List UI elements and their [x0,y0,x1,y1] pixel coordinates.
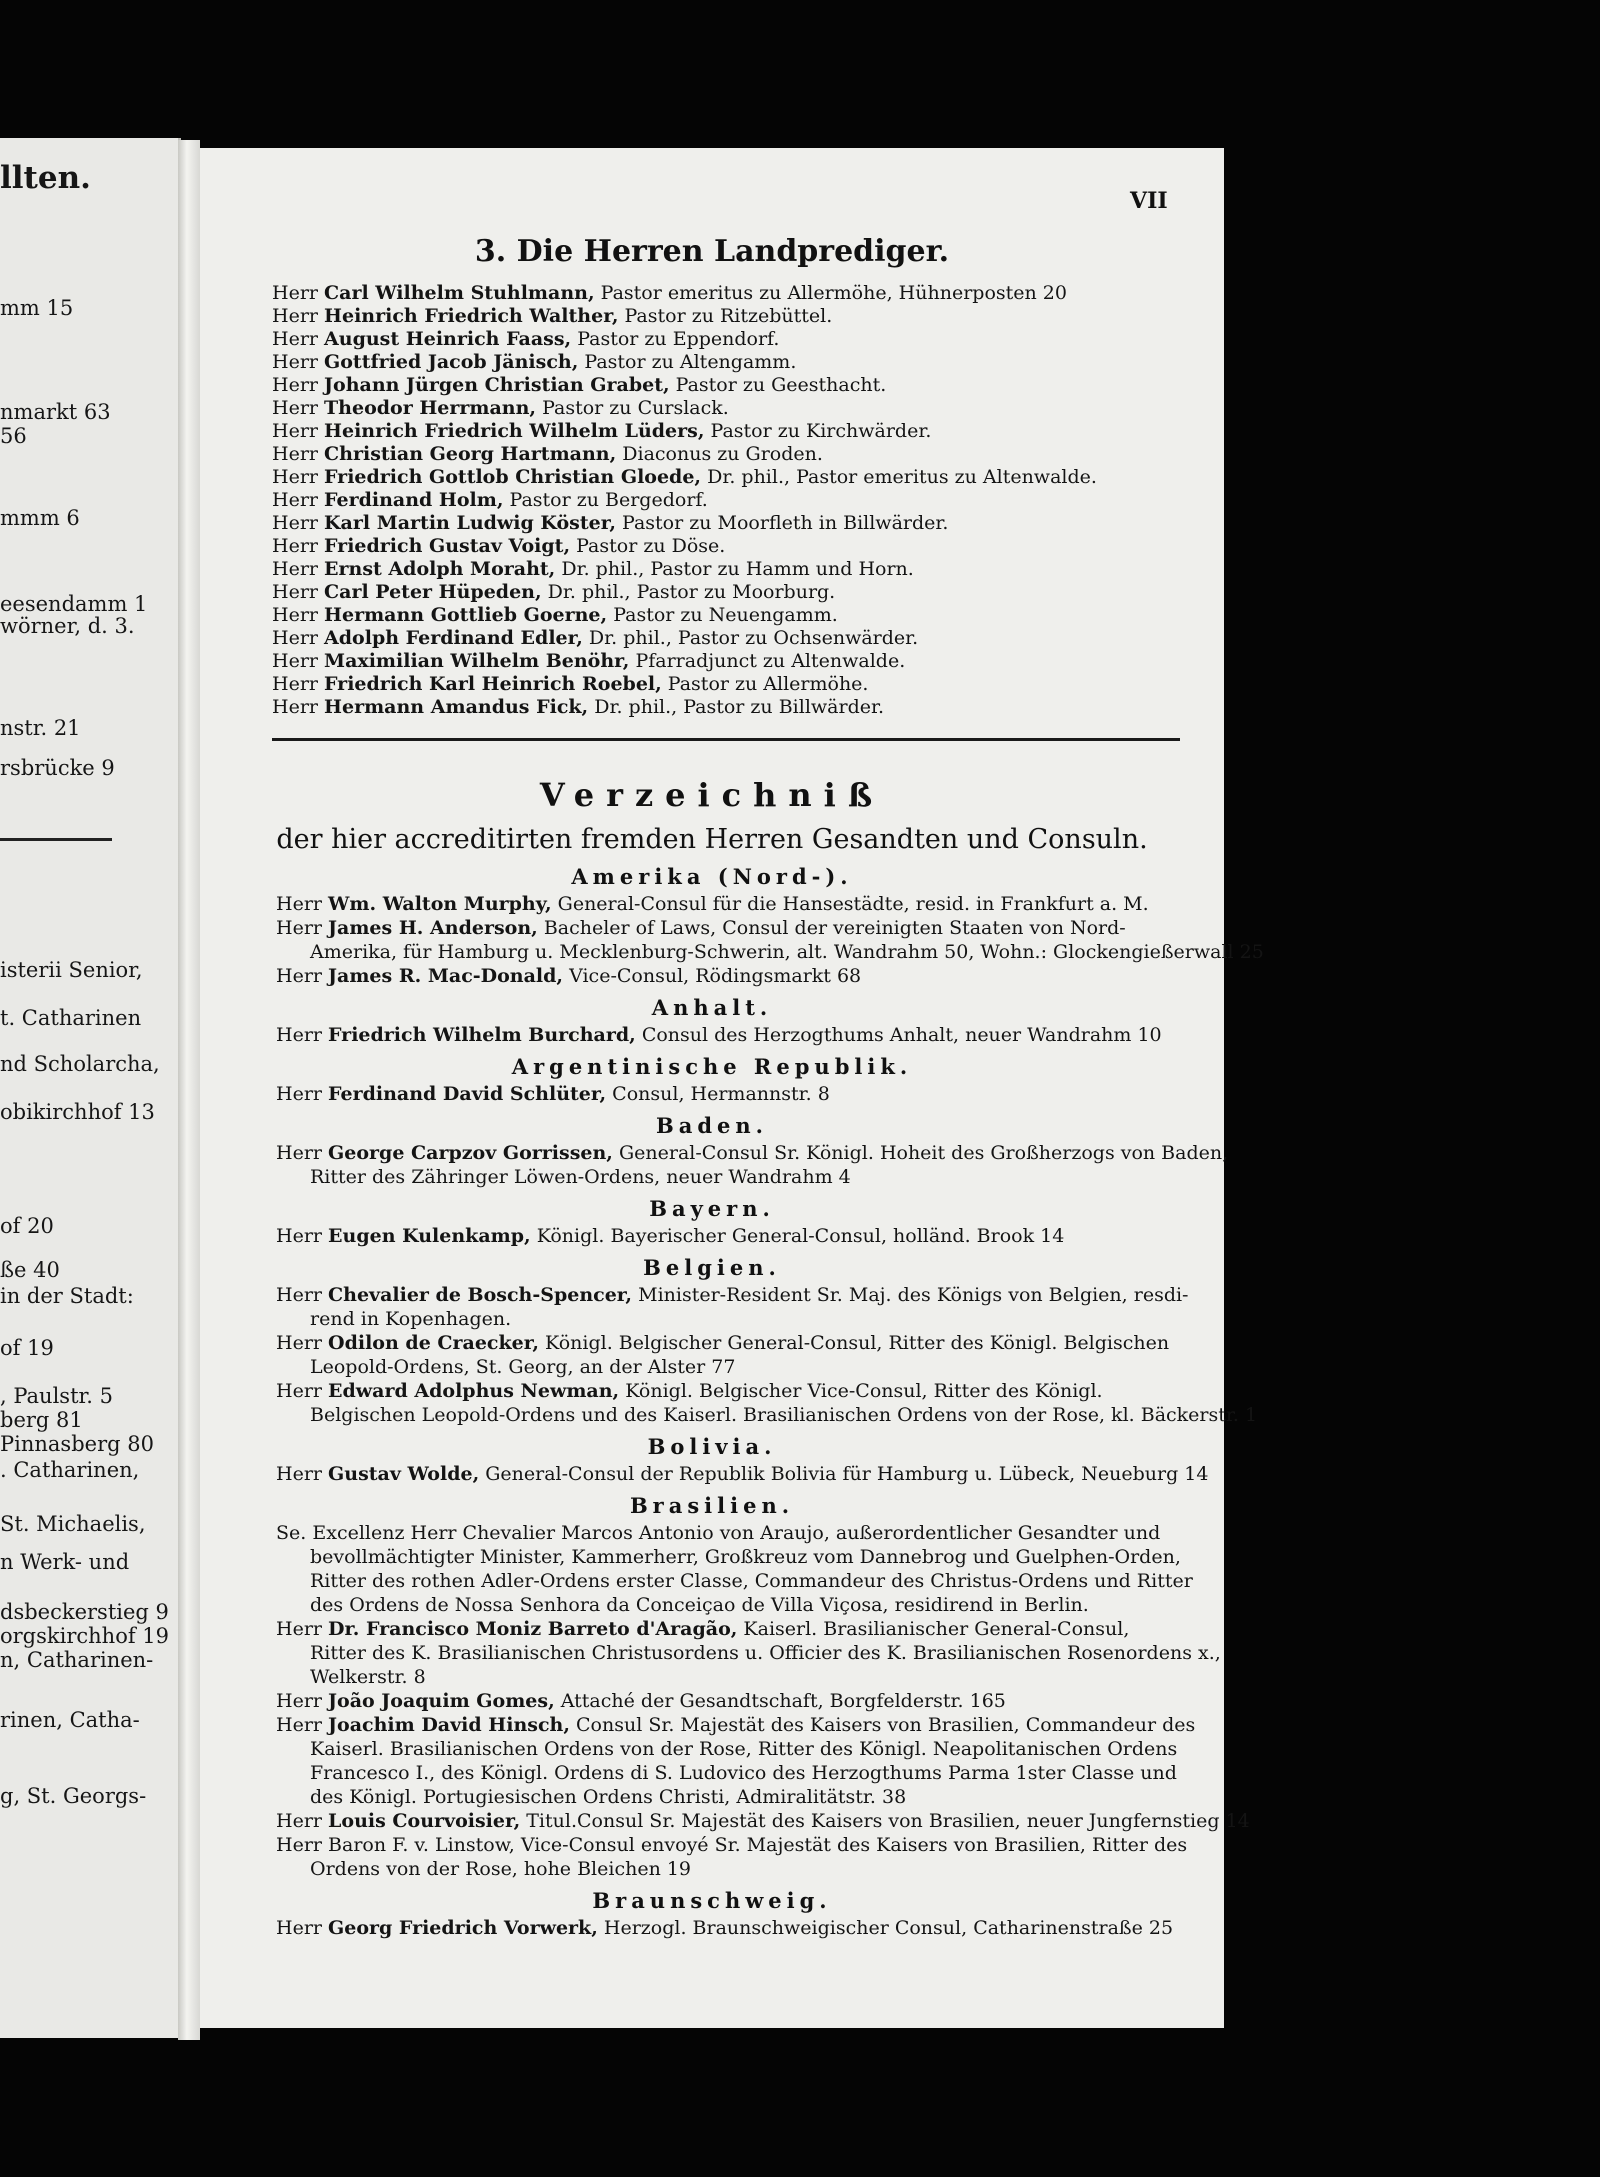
consul-line [310,1762,1177,1784]
person-description: Dr. phil., Pastor zu Hamm und Horn. [561,558,914,580]
honorific: Herr [272,581,318,603]
person-description: Bacheler of Laws, Consul der vereinigten Staaten von Nord- [543,917,1126,939]
person-description: Pastor zu Eppendorf. [577,328,780,350]
person-description: Consul des Herzogthums Anhalt, neuer Wandrahm 10 [641,1024,1162,1046]
person-description: Ritter des rothen Adler-Ordens erster Classe, Commandeur des Christus-Ordens und Ritter [310,1570,1193,1592]
person-description: Pastor zu Allermöhe. [667,673,869,695]
landprediger-entry [272,351,796,373]
consul-line [310,1308,511,1330]
person-description: Königl. Belgischer Vice-Consul, Ritter des Königl. [625,1380,1103,1402]
landprediger-entry [272,696,884,718]
consul-line [276,1463,1208,1485]
consul-line [276,1284,1188,1306]
left-page-line: mmm 6 [0,506,80,530]
consul-line [310,1166,851,1188]
honorific: Herr [272,696,318,718]
person-description: Titul.Consul Sr. Majestät des Kaisers von Brasilien, neuer Jungfernstieg 14 [526,1810,1250,1832]
left-page-line: dsbeckerstieg 9 [0,1600,169,1624]
person-description: bevollmächtigter Minister, Kammerherr, Großkreuz vom Dannebrog und Guelphen-Orden, [310,1546,1181,1568]
person-description: Attaché der Gesandtschaft, Borgfelderstr. 165 [560,1690,1006,1712]
person-name: Eugen Kulenkamp, [328,1225,531,1247]
country-heading: Amerika (Nord-). [571,864,853,889]
consul-line [276,1522,1160,1544]
honorific: Herr [272,420,318,442]
person-name: James H. Anderson, [328,917,538,939]
honorific: Herr [276,1463,322,1485]
landprediger-entry [272,581,835,603]
honorific: Herr [272,328,318,350]
consul-line [276,893,1149,915]
honorific: Herr [276,1714,322,1736]
person-description: rend in Kopenhagen. [310,1308,512,1330]
person-name: Ferdinand David Schlüter, [328,1083,607,1105]
person-name: Gottfried Jacob Jänisch, [324,351,579,373]
main-page [200,148,1264,2028]
left-facing-page [0,138,181,2038]
person-name: João Joaquim Gomes, [328,1690,555,1712]
person-name: Johann Jürgen Christian Grabet, [324,374,670,396]
honorific: Herr [272,397,318,419]
honorific: Se. [276,1522,307,1544]
person-description: Pastor zu Ritzebüttel. [624,305,833,327]
consul-line [276,1083,830,1105]
country-heading: Argentinische Republik. [511,1054,913,1079]
person-name: Friedrich Karl Heinrich Roebel, [324,673,662,695]
honorific: Herr [276,1917,322,1939]
honorific: Herr [272,650,318,672]
honorific: Herr [276,1810,322,1832]
person-description: Consul, Hermannstr. 8 [612,1083,830,1105]
person-name: Karl Martin Ludwig Köster, [324,512,616,534]
person-name: Heinrich Friedrich Walther, [324,305,619,327]
left-page-line: nstr. 21 [0,716,81,740]
landprediger-entry [272,489,708,511]
person-description: Excellenz Herr Chevalier Marcos Antonio von Araujo, außerordentlicher Gesandter und [312,1522,1161,1544]
country-heading: Anhalt. [651,995,773,1020]
honorific: Herr [276,1380,322,1402]
person-description: Pastor zu Döse. [576,535,726,557]
consul-line [276,1225,1064,1247]
consul-line [276,917,1126,939]
person-description: Pastor emeritus zu Allermöhe, Hühnerposten 20 [600,282,1067,304]
person-description: Welkerstr. 8 [310,1666,426,1688]
person-description: Minister-Resident Sr. Maj. des Königs von Belgien, resdi- [638,1284,1189,1306]
consul-line [276,1618,1129,1640]
consul-line [276,1332,1169,1354]
person-name: Maximilian Wilhelm Benöhr, [324,650,630,672]
person-description: Pastor zu Neuengamm. [613,604,838,626]
consul-line [310,1666,426,1688]
country-heading: Braunschweig. [592,1888,832,1913]
honorific: Herr [272,374,318,396]
honorific: Herr [272,466,318,488]
consul-line [276,1714,1195,1736]
left-page-line: 56 [0,424,27,448]
consul-line [310,1642,1221,1664]
left-page-line: ße 40 [0,1258,60,1282]
left-page-line: isterii Senior, [0,958,143,982]
section-title: 3. Die Herren Landprediger. [474,234,950,269]
honorific: Herr [276,1284,322,1306]
left-page-line: nd Scholarcha, [0,1052,160,1076]
person-name: Joachim David Hinsch, [328,1714,570,1736]
consul-line [276,1380,1103,1402]
consul-line [310,1570,1193,1592]
person-name: August Heinrich Faass, [324,328,572,350]
consul-line [310,1786,906,1808]
person-description: Vice-Consul, Rödingsmarkt 68 [569,965,862,987]
person-name: Hermann Gottlieb Goerne, [324,604,608,626]
left-page-line: , Paulstr. 5 [0,1384,113,1408]
person-description: Dr. phil., Pastor zu Moorburg. [547,581,836,603]
person-description: Diaconus zu Groden. [622,443,823,465]
person-description: Consul Sr. Majestät des Kaisers von Brasilien, Commandeur des [576,1714,1196,1736]
person-name: Ferdinand Holm, [324,489,504,511]
person-name: Ernst Adolph Moraht, [324,558,556,580]
left-page-line: n Werk- und [0,1550,130,1574]
honorific: Herr [272,282,318,304]
honorific: Herr [276,1225,322,1247]
left-page-line: Pinnasberg 80 [0,1432,154,1456]
person-name: Friedrich Wilhelm Burchard, [328,1024,636,1046]
person-description: Dr. phil., Pastor zu Ochsenwärder. [588,627,919,649]
honorific: Herr [276,965,322,987]
person-name: Odilon de Craecker, [328,1332,539,1354]
left-page-line: St. Michaelis, [0,1512,146,1536]
person-name: Dr. Francisco Moniz Barreto d'Aragão, [328,1618,738,1640]
left-page-line: eesendamm 1 [0,592,148,616]
person-description: Pastor zu Curslack. [542,397,729,419]
landprediger-entry [272,535,725,557]
person-description: Herzogl. Braunschweigischer Consul, Catharinenstraße 25 [603,1917,1174,1939]
consul-line [310,941,1264,963]
landprediger-entry [272,650,905,672]
person-description: des Königl. Portugiesischen Ordens Christi, Admiralitätstr. 38 [310,1786,907,1808]
consul-line [276,1690,1006,1712]
person-name: Edward Adolphus Newman, [328,1380,620,1402]
landprediger-entry [272,673,868,695]
landprediger-entry [272,443,823,465]
person-description: Pastor zu Geesthacht. [675,374,887,396]
country-heading: Bayern. [649,1196,775,1221]
landprediger-entry [272,558,914,580]
honorific: Herr [272,443,318,465]
consul-line [276,1917,1173,1939]
left-page-line: g, St. Georgs- [0,1784,147,1808]
landprediger-entry [272,627,918,649]
consul-line [310,1546,1181,1568]
section-divider [272,738,1180,741]
honorific: Herr [272,512,318,534]
person-description: Dr. phil., Pastor zu Billwärder. [594,696,885,718]
person-name: Christian Georg Hartmann, [324,443,617,465]
person-name: Heinrich Friedrich Wilhelm Lüders, [324,420,705,442]
consul-line [310,1738,1177,1760]
person-description: Leopold-Ordens, St. Georg, an der Alster 77 [310,1356,736,1378]
person-name: Friedrich Gustav Voigt, [324,535,571,557]
country-heading: Baden. [656,1113,768,1138]
landprediger-entry [272,328,779,350]
left-page-line: obikirchhof 13 [0,1100,155,1124]
honorific: Herr [272,351,318,373]
left-page-line: n, Catharinen- [0,1648,154,1672]
honorific: Herr [272,535,318,557]
person-name: Georg Friedrich Vorwerk, [328,1917,598,1939]
person-name: Adolph Ferdinand Edler, [324,627,583,649]
left-page-line: orgskirchhof 19 [0,1624,170,1648]
person-name: James R. Mac-Donald, [328,965,564,987]
person-description: Amerika, für Hamburg u. Mecklenburg-Schwerin, alt. Wandrahm 50, Wohn.: Glockengießerwall 25 [310,941,1264,963]
honorific: Herr [276,1083,322,1105]
person-name: George Carpzov Gorrissen, [328,1142,613,1164]
landprediger-entry [272,512,948,534]
consul-line [276,1024,1162,1046]
left-page-line: . Catharinen, [0,1458,140,1482]
left-page-line: wörner, d. 3. [0,614,135,638]
country-heading: Brasilien. [629,1493,795,1518]
person-description: Pastor zu Altengamm. [584,351,797,373]
honorific: Herr [276,1024,322,1046]
honorific: Herr [276,1834,322,1856]
landprediger-entry [272,466,1097,488]
person-description: Pfarradjunct zu Altenwalde. [635,650,906,672]
person-name: Theodor Herrmann, [324,397,537,419]
honorific: Herr [276,893,322,915]
honorific: Herr [272,604,318,626]
person-name: Friedrich Gottlob Christian Gloede, [324,466,702,488]
person-description: Pastor zu Moorfleth in Billwärder. [622,512,949,534]
person-description: General-Consul für die Hansestädte, resid. in Frankfurt a. M. [557,893,1149,915]
person-description: Königl. Bayerischer General-Consul, holländ. Brook 14 [536,1225,1065,1247]
left-page-line: of 20 [0,1214,54,1238]
honorific: Herr [272,489,318,511]
person-description: Kaiserl. Brasilianischer General-Consul, [743,1618,1130,1640]
left-page-line: in der Stadt: [0,1284,134,1308]
person-description: Dr. phil., Pastor emeritus zu Altenwalde. [707,466,1097,488]
person-name: Wm. Walton Murphy, [328,893,552,915]
landprediger-entry [272,420,931,442]
person-description: General-Consul Sr. Königl. Hoheit des Großherzogs von Baden, [618,1142,1229,1164]
person-name: Carl Peter Hüpeden, [324,581,542,603]
person-description: Baron F. v. Linstow, Vice-Consul envoyé Sr. Majestät des Kaisers von Brasilien, Ritter des [328,1834,1188,1856]
country-heading: Belgien. [643,1255,781,1280]
person-name: Hermann Amandus Fick, [324,696,589,718]
person-description: Kaiserl. Brasilianischen Ordens von der Rose, Ritter des Königl. Neapolitanischen Ordens [310,1738,1178,1760]
consul-line [310,1594,1089,1616]
consul-line [310,1858,691,1880]
page-number: VII [1130,188,1168,214]
honorific: Herr [276,917,322,939]
person-description: Königl. Belgischer General-Consul, Ritter des Königl. Belgischen [545,1332,1170,1354]
consul-line [310,1404,1257,1426]
person-description: Ritter des K. Brasilianischen Christusordens u. Officier des K. Brasilianischen Rosenordens x., [310,1642,1221,1664]
honorific: Herr [272,558,318,580]
person-description: General-Consul der Republik Bolivia für Hamburg u. Lübeck, Neueburg 14 [485,1463,1209,1485]
left-page-line: rsbrücke 9 [0,756,115,780]
honorific: Herr [276,1142,322,1164]
country-heading: Bolivia. [647,1434,777,1459]
person-description: Pastor zu Bergedorf. [509,489,708,511]
person-name: Chevalier de Bosch-Spencer, [328,1284,633,1306]
honorific: Herr [276,1332,322,1354]
left-page-rule [0,838,112,841]
person-description: des Ordens de Nossa Senhora da Conceiçao de Villa Viçosa, residirend in Berlin. [310,1594,1089,1616]
consul-line [276,1142,1228,1164]
landprediger-entry [272,374,886,396]
verzeichnis-subtitle: der hier accreditirten fremden Herren Gesandten und Consuln. [276,824,1148,855]
honorific: Herr [272,627,318,649]
person-description: Pastor zu Kirchwärder. [710,420,932,442]
verzeichnis-title: Verzeichniß [539,776,885,814]
honorific: Herr [272,673,318,695]
person-description: Francesco I., des Königl. Ordens di S. Ludovico des Herzogthums Parma 1ster Classe und [310,1762,1177,1784]
left-page-line: t. Catharinen [0,1006,142,1030]
left-page-line: rinen, Catha- [0,1708,140,1732]
left-page-line: nmarkt 63 [0,400,111,424]
consul-line [276,1810,1250,1832]
consul-line [276,1834,1187,1856]
person-name: Louis Courvoisier, [328,1810,521,1832]
honorific: Herr [276,1690,322,1712]
person-description: Ordens von der Rose, hohe Bleichen 19 [310,1858,692,1880]
landprediger-entry [272,397,729,419]
left-page-line: of 19 [0,1336,54,1360]
honorific: Herr [272,305,318,327]
person-description: Belgischen Leopold-Ordens und des Kaiserl. Brasilianischen Ordens von der Rose, kl. Bäckerstr. 1 [310,1404,1258,1426]
consul-line [276,965,861,987]
left-page-title: llten. [0,160,91,196]
person-description: Ritter des Zähringer Löwen-Ordens, neuer Wandrahm 4 [310,1166,851,1188]
person-name: Gustav Wolde, [328,1463,480,1485]
landprediger-entry [272,604,838,626]
left-page-line: berg 81 [0,1408,83,1432]
book-gutter [178,140,200,2040]
person-name: Carl Wilhelm Stuhlmann, [324,282,595,304]
honorific: Herr [276,1618,322,1640]
consul-line [310,1356,735,1378]
left-page-line: mm 15 [0,296,74,320]
landprediger-entry [272,282,1067,304]
landprediger-entry [272,305,832,327]
